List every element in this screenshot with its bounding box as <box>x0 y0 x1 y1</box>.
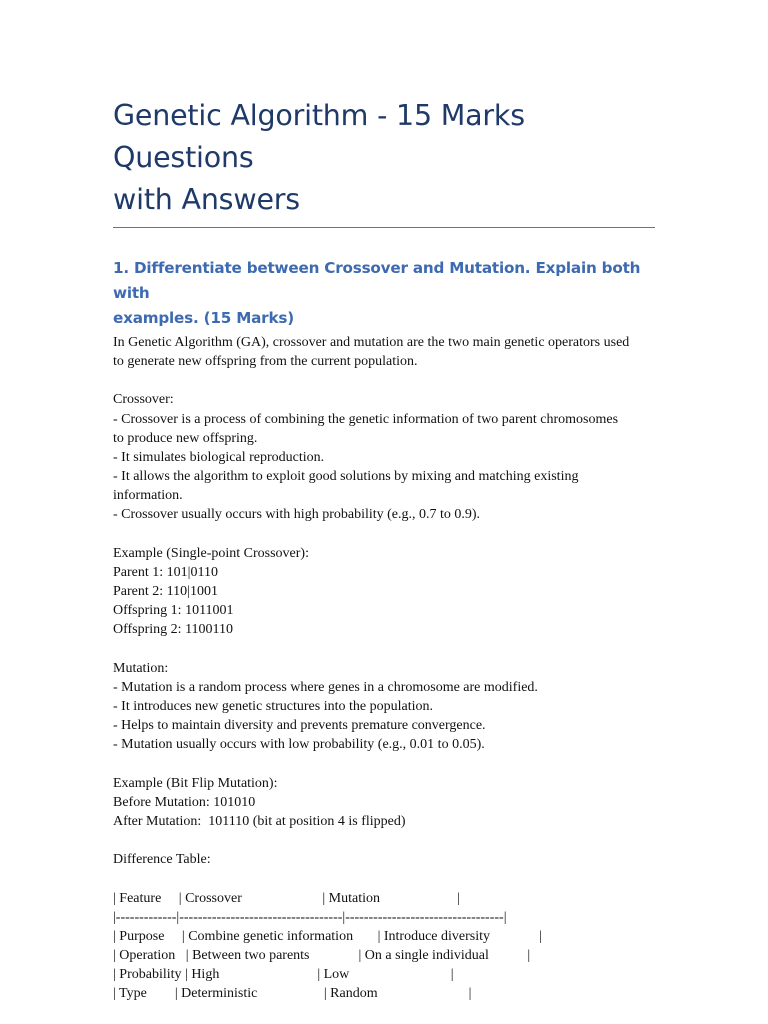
body-line: Mutation: <box>113 660 169 676</box>
body-line: Example (Bit Flip Mutation): <box>113 775 278 791</box>
question-1-heading-line-1: 1. Differentiate between Crossover and Mutation. Explain both with <box>113 259 641 302</box>
body-line: Crossover: <box>113 392 174 408</box>
question-1-heading-line-2: examples. (15 Marks) <box>113 309 294 327</box>
body-line: - Crossover is a process of combining the genetic information of two parent chromosomes <box>113 411 619 427</box>
blank-line <box>113 525 658 544</box>
body-line: Offspring 2: 1100110 <box>113 622 234 638</box>
blank-line <box>113 640 658 659</box>
document-title <box>113 95 658 221</box>
document-page <box>113 95 658 1003</box>
body-line: | Feature | Crossover | Mutation | <box>113 890 460 906</box>
body-line: Before Mutation: 101010 <box>113 794 256 810</box>
document-title-line-1: Genetic Algorithm - 15 Marks Questions <box>113 99 525 174</box>
body-line: - Mutation is a random process where genes in a chromosome are modified. <box>113 679 538 695</box>
body-line: Difference Table: <box>113 852 211 868</box>
blank-line <box>113 754 658 773</box>
body-line: to generate new offspring from the current population. <box>113 354 418 370</box>
body-line: | Purpose | Combine genetic information | Introduce diversity | <box>113 928 542 944</box>
body-line: | Type | Deterministic | Random | <box>113 986 472 1002</box>
body-line: Parent 2: 110|1001 <box>113 584 218 600</box>
body-line: - Mutation usually occurs with low probability (e.g., 0.01 to 0.05). <box>113 737 485 753</box>
body-line: |-------------|-----------------------------------|----------------------------------| <box>113 909 507 925</box>
blank-line <box>113 831 658 850</box>
document-title-line-2: with Answers <box>113 183 300 216</box>
question-1-heading <box>113 256 658 331</box>
body-line: | Operation | Between two parents | On a single individual | <box>113 948 531 963</box>
body-line: - Crossover usually occurs with high probability (e.g., 0.7 to 0.9). <box>113 507 481 523</box>
body-line: Example (Single-point Crossover): <box>113 545 309 561</box>
body-line: In Genetic Algorithm (GA), crossover and mutation are the two main genetic operators used <box>113 335 630 350</box>
body-line: | Probability | High | Low | <box>113 967 454 983</box>
body-line: - Helps to maintain diversity and prevents premature convergence. <box>113 718 486 734</box>
blank-line <box>113 371 658 390</box>
body-line: Offspring 1: 1011001 <box>113 603 234 619</box>
body-line: to produce new offspring. <box>113 430 258 446</box>
body-line: information. <box>113 488 183 504</box>
body-line: - It allows the algorithm to exploit good solutions by mixing and matching existing <box>113 469 579 485</box>
body-line: - It introduces new genetic structures into the population. <box>113 698 433 714</box>
body-line: - It simulates biological reproduction. <box>113 449 325 465</box>
body-line: Parent 1: 101|0110 <box>113 564 218 580</box>
answer-body <box>113 333 658 1003</box>
blank-line <box>113 869 658 888</box>
title-divider <box>113 227 655 228</box>
body-line: After Mutation: 101110 (bit at position 4 is flipped) <box>113 813 406 829</box>
